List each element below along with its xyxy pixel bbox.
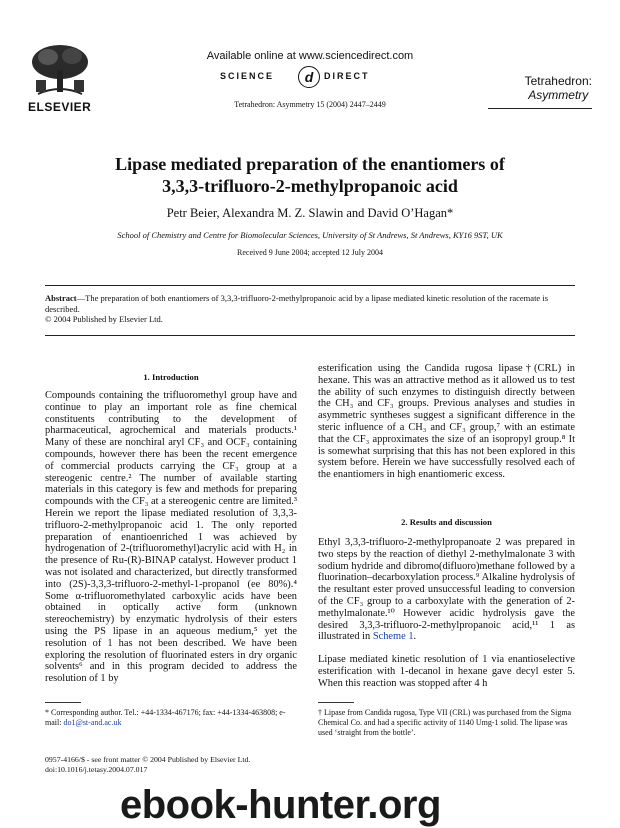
introduction-text — [45, 390, 297, 685]
right-paragraph: esterification using the Candida rugosa lipase†(CRL) in hexane. This was an attractive method as it allowed us to test the ability of such enzymes to distinguish directly between the CH₃ and CF₃ groups. Previous analyses and studies in asymmetric syntheses suggest a significant difference in the steric influence of a CH₃ and CF₃ group,⁷ with an estimate that the CF₃ approximates the size of an isopropyl group.⁸ It is somewhat surprising that this has not been explored in this system before. Herein we have successfully resolved each of the enantiomers in high enantiomeric excess. — [318, 363, 575, 481]
corresponding-author-footnote — [45, 708, 297, 728]
publisher-name: ELSEVIER — [28, 100, 92, 114]
journal-name-line1: Tetrahedron: — [524, 74, 592, 88]
copyright: © 2004 Published by Elsevier Ltd. — [45, 314, 163, 324]
results-text — [318, 537, 575, 690]
sd-left-word: SCIENCE — [220, 71, 275, 81]
doi-line[interactable]: doi:10.1016/j.tetasy.2004.07.017 — [45, 765, 148, 774]
scheme-1-link[interactable]: Scheme 1 — [372, 631, 414, 643]
results-paragraph-1 — [318, 537, 575, 643]
journal-underline — [488, 108, 592, 109]
results-paragraph-2: Lipase mediated kinetic resolution of 1 via enantioselective esterification with 1-decanol in hexane gave decyl ester 5. When this reaction was stopped after 4 h — [318, 654, 575, 689]
authors: Petr Beier, Alexandra M. Z. Slawin and David O’Hagan* — [166, 206, 454, 220]
introduction-heading: 1. Introduction — [143, 372, 199, 382]
corresponding-text: * Corresponding author. Tel.: +44-1334-467176; fax: +44-1334-463808; e-mail: — [45, 708, 286, 727]
abstract-top-rule — [45, 285, 575, 286]
issn-line: 0957-4166/$ - see front matter © 2004 Published by Elsevier Ltd. — [45, 755, 251, 764]
sd-right-word: DIRECT — [324, 71, 370, 81]
lipase-footnote: † Lipase from Candida rugosa, Type VII (CRL) was purchased from the Sigma Chemical Co. and had a specific activity of 1140 Umg-1 solid. The lipase was used ‘straight from the bottle’. — [318, 708, 572, 737]
title-line-1: Lipase mediated preparation of the enantiomers of — [115, 154, 505, 174]
journal-citation: Tetrahedron: Asymmetry 15 (2004) 2447–2449 — [234, 100, 386, 109]
results-p1-text: Ethyl 3,3,3-trifluoro-2-methylpropanoate 2 was prepared in two steps by the reaction of diethyl 2-methylmalonate 3 with sodium hydride and dibromo(difluoro)methane followed by a fluorination–decarboxylation process.⁹ Alkaline hydrolysis of the resultant ester proved unsuccessful leading to conversion of the CF₃ group to a carboxylate with the generation of 2-methylmalonate.¹⁰ However acidic hydrolysis gave the desired 3,3,3-trifluoro-2-methylpropanoic acid,¹¹ 1 as illustrated in — [318, 537, 575, 643]
abstract — [45, 293, 575, 325]
affiliation: School of Chemistry and Centre for Biomolecular Sciences, University of St Andrews, St Andrews, KY16 9ST, UK — [117, 230, 503, 240]
footnote-rule-right — [318, 702, 354, 703]
right-column-text — [318, 363, 575, 481]
sciencedirect-logo — [220, 66, 410, 86]
abstract-label: Abstract — [45, 293, 77, 303]
title-line-2: 3,3,3-trifluoro-2-methylpropanoic acid — [162, 176, 458, 196]
email-link[interactable]: do1@st-and.ac.uk — [63, 718, 122, 727]
abstract-bottom-rule — [45, 335, 575, 336]
sd-circle-mark: d — [298, 66, 320, 88]
journal-name — [525, 74, 592, 102]
results-p1-end: . — [413, 631, 417, 643]
article-title — [0, 153, 620, 197]
issn-block — [45, 755, 305, 775]
availability-line[interactable]: Available online at www.sciencedirect.com — [206, 50, 414, 62]
received-dates: Received 9 June 2004; accepted 12 July 2004 — [237, 248, 383, 257]
journal-name-line2: Asymmetry — [528, 88, 589, 102]
results-heading: 2. Results and discussion — [401, 517, 492, 527]
abstract-text: —The preparation of both enantiomers of 3,3,3-trifluoro-2-methylpropanoic acid by a lipase mediated kinetic resolution of the racemate is described. — [45, 293, 548, 314]
footnote-rule-left — [45, 702, 81, 703]
watermark: ebook-hunter.org — [120, 783, 441, 827]
intro-paragraph: Compounds containing the trifluoromethyl group have and continue to play an important role as fine chemical constituents contributing to the development of pharmaceutical, agrochemical and materials products.¹ Many of these are nonchiral aryl CF₃ and OCF₃ containing compounds, however there has been the recent emergence of commercial products carrying the CF₃ group at a stereogenic centre.² The number of available starting materials in this category is few and methods for preparing compounds with the CF₃ at a stereogenic centre are limited.³ Herein we report the lipase mediated resolution of 3,3,3-trifluoro-2-methylpropanoic acid 1. The only reported preparation of enantioenriched 1 was achieved by hydrogenation of 2-(trifluoromethyl)acrylic acid with H₂ in the presence of Ru-(R)-BINAP catalyst. However product 1 was not isolated and characterized, but directly transformed into (2S)-3,3,3-trifluoro-2-methyl-1-propanol (ee 80%).⁴ Some α-trifluoromethylated carboxylic acids have been obtained in optically active form (unknown stereochemistry) by enzymatic hydrolysis of their esters using the PS lipase in an aqueous medium,⁵ yet the resolution of 1 has not been described. We have been exploring the resolution of fluorinated esters in dry organic solvents⁶ and in this program decided to address the resolution of 1 by — [45, 390, 297, 685]
